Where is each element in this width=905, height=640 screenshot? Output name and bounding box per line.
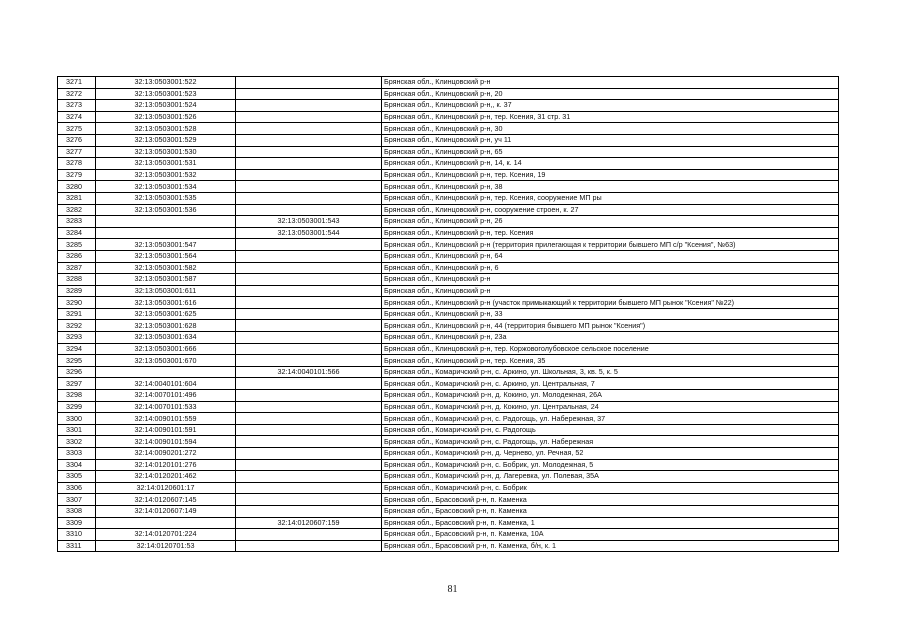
cadastral-number-alt-cell — [236, 181, 382, 193]
registry-table-body — [58, 77, 839, 552]
cadastral-number-alt-cell — [236, 401, 382, 413]
address-cell: Брянская обл., Комаричский р-н, с. Радогощь — [382, 424, 839, 436]
cadastral-number-alt-cell — [236, 297, 382, 309]
address-cell: Брянская обл., Клинцовский р-н, тер. Ксения, 19 — [382, 169, 839, 181]
row-number-cell: 3290 — [58, 297, 96, 309]
cadastral-number-alt-cell: 32:13:0503001:543 — [236, 216, 382, 228]
cadastral-number-cell: 32:13:0503001:528 — [96, 123, 236, 135]
address-cell: Брянская обл., Клинцовский р-н, 44 (территория бывшего МП рынок "Ксения") — [382, 320, 839, 332]
cadastral-number-cell: 32:13:0503001:535 — [96, 192, 236, 204]
cadastral-number-alt-cell — [236, 459, 382, 471]
cadastral-number-cell: 32:13:0503001:530 — [96, 146, 236, 158]
address-cell: Брянская обл., Клинцовский р-н, 30 — [382, 123, 839, 135]
row-number-cell: 3309 — [58, 517, 96, 529]
table-row — [58, 482, 839, 494]
row-number-cell: 3285 — [58, 239, 96, 251]
address-cell: Брянская обл., Клинцовский р-н, 33 — [382, 308, 839, 320]
cadastral-number-cell: 32:13:0503001:547 — [96, 239, 236, 251]
cadastral-number-cell — [96, 216, 236, 228]
address-cell: Брянская обл., Клинцовский р-н — [382, 274, 839, 286]
address-cell: Брянская обл., Клинцовский р-н, 64 — [382, 250, 839, 262]
cadastral-number-alt-cell — [236, 471, 382, 483]
address-cell: Брянская обл., Комаричский р-н, с. Аркино, ул. Школьная, 3, кв. 5, к. 5 — [382, 366, 839, 378]
row-number-cell: 3280 — [58, 181, 96, 193]
cadastral-number-cell: 32:14:0070101:496 — [96, 390, 236, 402]
address-cell: Брянская обл., Брасовский р-н, п. Каменка, 1 — [382, 517, 839, 529]
page-number: 81 — [447, 584, 458, 595]
table-row — [58, 111, 839, 123]
cadastral-number-alt-cell — [236, 134, 382, 146]
cadastral-number-alt-cell — [236, 448, 382, 460]
row-number-cell: 3288 — [58, 274, 96, 286]
cadastral-number-alt-cell — [236, 77, 382, 89]
cadastral-number-alt-cell — [236, 111, 382, 123]
row-number-cell: 3272 — [58, 88, 96, 100]
table-row — [58, 401, 839, 413]
cadastral-number-alt-cell — [236, 274, 382, 286]
cadastral-number-alt-cell: 32:13:0503001:544 — [236, 227, 382, 239]
address-cell: Брянская обл., Комаричский р-н, д. Кокино, ул. Центральная, 24 — [382, 401, 839, 413]
cadastral-number-cell: 32:14:0090201:272 — [96, 448, 236, 460]
row-number-cell: 3283 — [58, 216, 96, 228]
table-row — [58, 320, 839, 332]
cadastral-number-cell: 32:13:0503001:536 — [96, 204, 236, 216]
cadastral-number-alt-cell — [236, 355, 382, 367]
cadastral-number-cell: 32:14:0090101:559 — [96, 413, 236, 425]
table-row — [58, 517, 839, 529]
table-row — [58, 274, 839, 286]
table-row — [58, 494, 839, 506]
cadastral-number-alt-cell — [236, 158, 382, 170]
cadastral-number-cell — [96, 517, 236, 529]
table-row — [58, 285, 839, 297]
address-cell: Брянская обл., Клинцовский р-н (участок примыкающий к территории бывшего МП рынок "Ксения" №22) — [382, 297, 839, 309]
row-number-cell: 3306 — [58, 482, 96, 494]
cadastral-number-cell: 32:14:0090101:594 — [96, 436, 236, 448]
row-number-cell: 3277 — [58, 146, 96, 158]
table-row — [58, 216, 839, 228]
cadastral-number-alt-cell: 32:14:0120607:159 — [236, 517, 382, 529]
row-number-cell: 3297 — [58, 378, 96, 390]
cadastral-number-alt-cell — [236, 146, 382, 158]
table-row — [58, 100, 839, 112]
address-cell: Брянская обл., Клинцовский р-н, 23а — [382, 332, 839, 344]
row-number-cell: 3298 — [58, 390, 96, 402]
table-row — [58, 355, 839, 367]
cadastral-number-cell: 32:13:0503001:531 — [96, 158, 236, 170]
cadastral-number-cell: 32:14:0120607:149 — [96, 505, 236, 517]
cadastral-number-cell: 32:14:0120701:224 — [96, 529, 236, 541]
table-row — [58, 390, 839, 402]
cadastral-number-cell: 32:14:0120201:462 — [96, 471, 236, 483]
cadastral-number-cell: 32:13:0503001:587 — [96, 274, 236, 286]
table-row — [58, 169, 839, 181]
cadastral-number-alt-cell — [236, 250, 382, 262]
row-number-cell: 3307 — [58, 494, 96, 506]
table-row — [58, 366, 839, 378]
row-number-cell: 3275 — [58, 123, 96, 135]
registry-table — [57, 76, 839, 552]
address-cell: Брянская обл., Клинцовский р-н, тер. Коржовоголубовское сельское поселение — [382, 343, 839, 355]
cadastral-number-cell: 32:14:0120601:17 — [96, 482, 236, 494]
cadastral-number-alt-cell — [236, 436, 382, 448]
address-cell: Брянская обл., Клинцовский р-н, 65 — [382, 146, 839, 158]
cadastral-number-alt-cell — [236, 169, 382, 181]
table-row — [58, 204, 839, 216]
cadastral-number-alt-cell — [236, 308, 382, 320]
cadastral-number-cell: 32:13:0503001:611 — [96, 285, 236, 297]
cadastral-number-alt-cell — [236, 482, 382, 494]
table-row — [58, 158, 839, 170]
row-number-cell: 3276 — [58, 134, 96, 146]
cadastral-number-alt-cell — [236, 378, 382, 390]
table-row — [58, 436, 839, 448]
table-row — [58, 239, 839, 251]
cadastral-number-alt-cell — [236, 390, 382, 402]
cadastral-number-cell: 32:14:0120101:276 — [96, 459, 236, 471]
address-cell: Брянская обл., Клинцовский р-н, тер. Ксения — [382, 227, 839, 239]
cadastral-number-cell: 32:14:0090101:591 — [96, 424, 236, 436]
cadastral-number-cell: 32:13:0503001:526 — [96, 111, 236, 123]
cadastral-number-cell: 32:13:0503001:564 — [96, 250, 236, 262]
cadastral-number-alt-cell — [236, 424, 382, 436]
cadastral-number-alt-cell — [236, 100, 382, 112]
cadastral-number-cell — [96, 227, 236, 239]
address-cell: Брянская обл., Клинцовский р-н, сооружение строен, к. 27 — [382, 204, 839, 216]
table-row — [58, 88, 839, 100]
table-row — [58, 123, 839, 135]
cadastral-number-cell: 32:13:0503001:532 — [96, 169, 236, 181]
cadastral-number-cell: 32:13:0503001:634 — [96, 332, 236, 344]
address-cell: Брянская обл., Комаричский р-н, с. Бобрик — [382, 482, 839, 494]
address-cell: Брянская обл., Комаричский р-н, д. Кокино, ул. Молодежная, 26А — [382, 390, 839, 402]
address-cell: Брянская обл., Комаричский р-н, с. Радогощь, ул. Набережная — [382, 436, 839, 448]
table-row — [58, 505, 839, 517]
row-number-cell: 3311 — [58, 540, 96, 552]
cadastral-number-cell: 32:13:0503001:625 — [96, 308, 236, 320]
row-number-cell: 3300 — [58, 413, 96, 425]
table-row — [58, 332, 839, 344]
cadastral-number-cell: 32:14:0070101:533 — [96, 401, 236, 413]
table-row — [58, 250, 839, 262]
address-cell: Брянская обл., Клинцовский р-н, тер. Ксения, 31 стр. 31 — [382, 111, 839, 123]
row-number-cell: 3294 — [58, 343, 96, 355]
table-row — [58, 308, 839, 320]
address-cell: Брянская обл., Брасовский р-н, п. Каменка, 10А — [382, 529, 839, 541]
cadastral-number-alt-cell — [236, 123, 382, 135]
table-row — [58, 192, 839, 204]
address-cell: Брянская обл., Клинцовский р-н — [382, 285, 839, 297]
row-number-cell: 3286 — [58, 250, 96, 262]
cadastral-number-cell: 32:13:0503001:582 — [96, 262, 236, 274]
row-number-cell: 3292 — [58, 320, 96, 332]
row-number-cell: 3302 — [58, 436, 96, 448]
cadastral-number-cell: 32:13:0503001:522 — [96, 77, 236, 89]
cadastral-number-alt-cell — [236, 285, 382, 297]
cadastral-number-alt-cell — [236, 320, 382, 332]
address-cell: Брянская обл., Брасовский р-н, п. Каменка, б/н, к. 1 — [382, 540, 839, 552]
address-cell: Брянская обл., Клинцовский р-н, уч 11 — [382, 134, 839, 146]
address-cell: Брянская обл., Клинцовский р-н,, к. 37 — [382, 100, 839, 112]
table-row — [58, 459, 839, 471]
cadastral-number-alt-cell — [236, 192, 382, 204]
row-number-cell: 3273 — [58, 100, 96, 112]
row-number-cell: 3284 — [58, 227, 96, 239]
row-number-cell: 3281 — [58, 192, 96, 204]
row-number-cell: 3308 — [58, 505, 96, 517]
row-number-cell: 3274 — [58, 111, 96, 123]
table-row — [58, 134, 839, 146]
cadastral-number-alt-cell — [236, 204, 382, 216]
cadastral-number-cell: 32:13:0503001:534 — [96, 181, 236, 193]
cadastral-number-alt-cell — [236, 529, 382, 541]
cadastral-number-alt-cell — [236, 239, 382, 251]
cadastral-number-alt-cell — [236, 343, 382, 355]
cadastral-number-alt-cell — [236, 262, 382, 274]
cadastral-number-cell: 32:14:0120607:145 — [96, 494, 236, 506]
cadastral-number-cell: 32:13:0503001:616 — [96, 297, 236, 309]
cadastral-number-cell: 32:13:0503001:670 — [96, 355, 236, 367]
table-row — [58, 378, 839, 390]
address-cell: Брянская обл., Клинцовский р-н, 20 — [382, 88, 839, 100]
table-row — [58, 262, 839, 274]
table-row — [58, 297, 839, 309]
address-cell: Брянская обл., Клинцовский р-н (территория прилегающая к территории бывшего МП с/р "Ксения", №63) — [382, 239, 839, 251]
cadastral-number-cell: 32:13:0503001:529 — [96, 134, 236, 146]
row-number-cell: 3282 — [58, 204, 96, 216]
cadastral-number-cell: 32:13:0503001:524 — [96, 100, 236, 112]
address-cell: Брянская обл., Комаричский р-н, с. Аркино, ул. Центральная, 7 — [382, 378, 839, 390]
cadastral-number-alt-cell — [236, 332, 382, 344]
row-number-cell: 3296 — [58, 366, 96, 378]
table-row — [58, 413, 839, 425]
row-number-cell: 3271 — [58, 77, 96, 89]
table-row — [58, 471, 839, 483]
row-number-cell: 3295 — [58, 355, 96, 367]
row-number-cell: 3279 — [58, 169, 96, 181]
row-number-cell: 3301 — [58, 424, 96, 436]
address-cell: Брянская обл., Комаричский р-н, с. Радогощь, ул. Набережная, 37 — [382, 413, 839, 425]
cadastral-number-alt-cell: 32:14:0040101:566 — [236, 366, 382, 378]
table-row — [58, 448, 839, 460]
table-row — [58, 146, 839, 158]
address-cell: Брянская обл., Брасовский р-н, п. Каменка — [382, 494, 839, 506]
address-cell: Брянская обл., Брасовский р-н, п. Каменка — [382, 505, 839, 517]
row-number-cell: 3278 — [58, 158, 96, 170]
table-row — [58, 540, 839, 552]
address-cell: Брянская обл., Клинцовский р-н, 38 — [382, 181, 839, 193]
row-number-cell: 3303 — [58, 448, 96, 460]
table-row — [58, 227, 839, 239]
address-cell: Брянская обл., Комаричский р-н, д. Лагеревка, ул. Полевая, 35А — [382, 471, 839, 483]
cadastral-number-alt-cell — [236, 505, 382, 517]
address-cell: Брянская обл., Клинцовский р-н, тер. Ксения, 35 — [382, 355, 839, 367]
table-row — [58, 77, 839, 89]
row-number-cell: 3291 — [58, 308, 96, 320]
row-number-cell: 3305 — [58, 471, 96, 483]
cadastral-number-alt-cell — [236, 494, 382, 506]
address-cell: Брянская обл., Комаричский р-н, с. Бобрик, ул. Молодежная, 5 — [382, 459, 839, 471]
cadastral-number-alt-cell — [236, 88, 382, 100]
address-cell: Брянская обл., Комаричский р-н, д. Чернево, ул. Речная, 52 — [382, 448, 839, 460]
cadastral-number-alt-cell — [236, 413, 382, 425]
cadastral-number-cell: 32:14:0040101:604 — [96, 378, 236, 390]
cadastral-number-alt-cell — [236, 540, 382, 552]
row-number-cell: 3310 — [58, 529, 96, 541]
row-number-cell: 3293 — [58, 332, 96, 344]
cadastral-number-cell: 32:13:0503001:628 — [96, 320, 236, 332]
address-cell: Брянская обл., Клинцовский р-н, тер. Ксения, сооружение МП ры — [382, 192, 839, 204]
table-row — [58, 181, 839, 193]
address-cell: Брянская обл., Клинцовский р-н — [382, 77, 839, 89]
row-number-cell: 3289 — [58, 285, 96, 297]
cadastral-number-cell: 32:13:0503001:666 — [96, 343, 236, 355]
row-number-cell: 3287 — [58, 262, 96, 274]
address-cell: Брянская обл., Клинцовский р-н, 14, к. 14 — [382, 158, 839, 170]
row-number-cell: 3304 — [58, 459, 96, 471]
cadastral-number-cell — [96, 366, 236, 378]
row-number-cell: 3299 — [58, 401, 96, 413]
table-row — [58, 424, 839, 436]
table-row — [58, 529, 839, 541]
table-row — [58, 343, 839, 355]
cadastral-number-cell: 32:13:0503001:523 — [96, 88, 236, 100]
cadastral-number-cell: 32:14:0120701:53 — [96, 540, 236, 552]
address-cell: Брянская обл., Клинцовский р-н, 26 — [382, 216, 839, 228]
address-cell: Брянская обл., Клинцовский р-н, 6 — [382, 262, 839, 274]
